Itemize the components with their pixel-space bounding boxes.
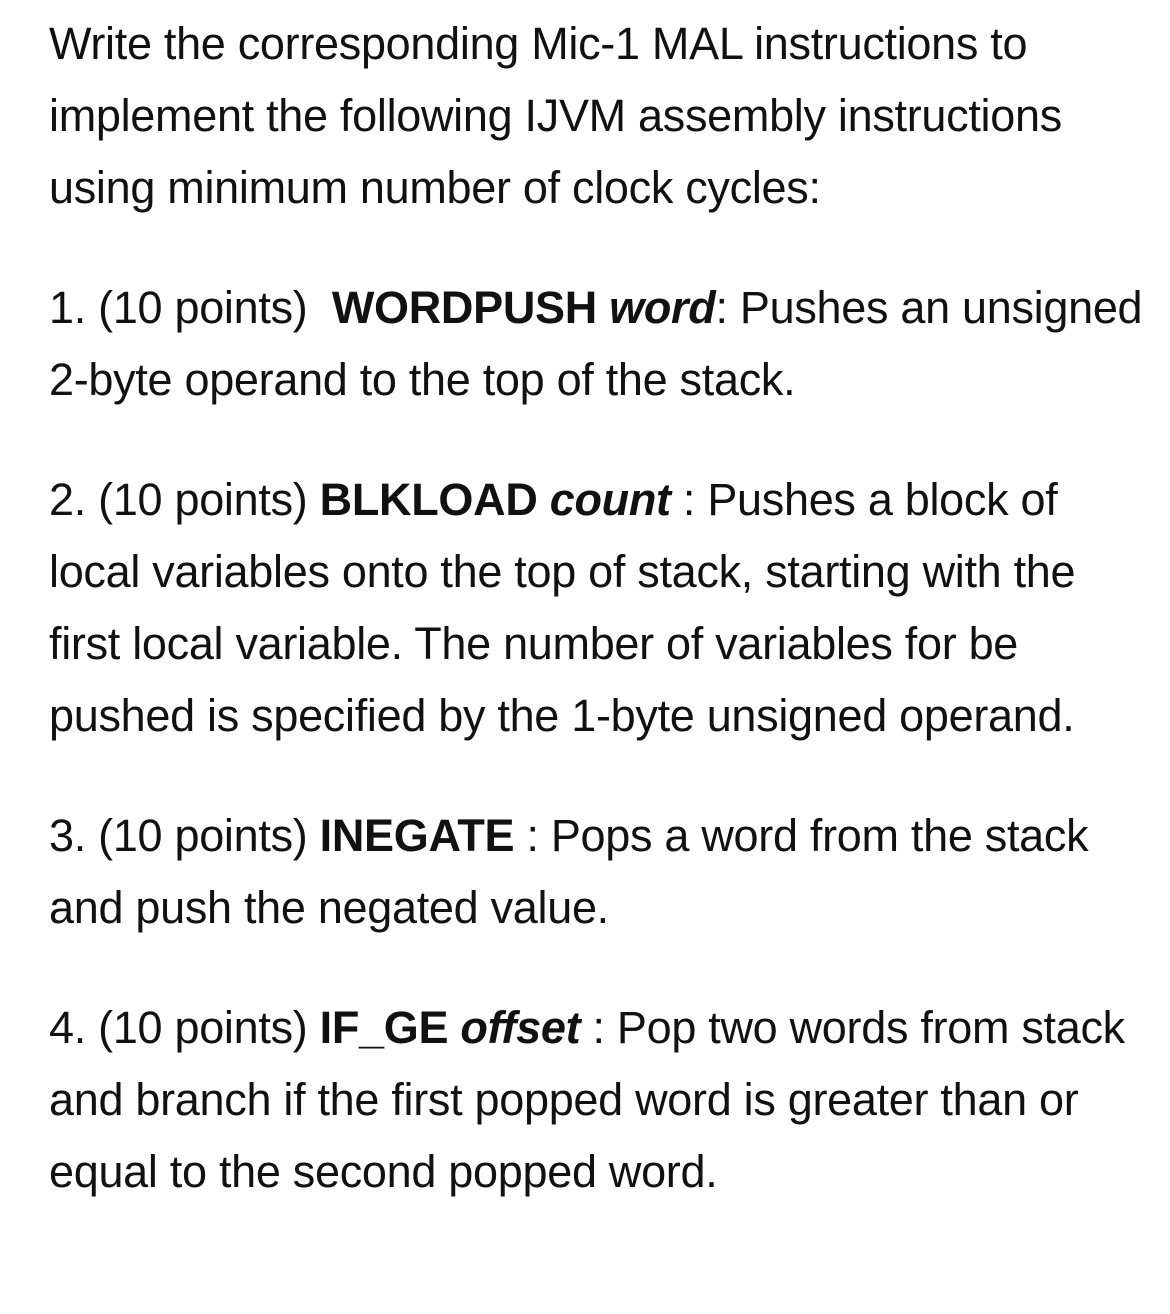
question-4 — [49, 992, 1149, 1208]
separator: : — [592, 1002, 605, 1053]
instruction-operand: count — [549, 474, 671, 525]
question-2 — [49, 464, 1149, 752]
question-points: (10 points) — [98, 282, 308, 333]
question-1 — [49, 272, 1149, 416]
instruction-operand: word — [609, 282, 716, 333]
question-number: 1. — [49, 282, 86, 333]
question-points: (10 points) — [98, 810, 308, 861]
question-points: (10 points) — [98, 474, 308, 525]
instruction-mnemonic: WORDPUSH — [331, 282, 597, 333]
question-description: Pop two words from stack and branch if the first popped word is greater than or equal to the second popped word. — [49, 1002, 1125, 1197]
intro-paragraph: Write the corresponding Mic-1 MAL instructions to implement the following IJVM assembly instructions using minimum number of clock cycles: — [49, 18, 1062, 213]
question-description: Pushes a block of local variables onto the top of stack, starting with the first local variable. The number of variables for be pushed is specified by the 1-byte unsigned operand. — [49, 474, 1076, 741]
question-points: (10 points) — [98, 1002, 308, 1053]
separator: : — [526, 810, 539, 861]
instruction-mnemonic: BLKLOAD — [319, 474, 538, 525]
question-number: 4. — [49, 1002, 86, 1053]
separator: : — [715, 282, 728, 333]
document — [49, 8, 1149, 1208]
question-number: 3. — [49, 810, 86, 861]
question-3 — [49, 800, 1149, 944]
separator: : — [682, 474, 696, 525]
instruction-mnemonic: IF_GE — [319, 1002, 449, 1053]
instruction-mnemonic: INEGATE — [319, 810, 515, 861]
question-description: Pushes an unsigned 2-byte operand to the top of the stack. — [49, 282, 1143, 405]
question-number: 2. — [49, 474, 86, 525]
question-description: Pops a word from the stack and push the negated value. — [49, 810, 1089, 933]
instruction-operand: offset — [460, 1002, 581, 1053]
